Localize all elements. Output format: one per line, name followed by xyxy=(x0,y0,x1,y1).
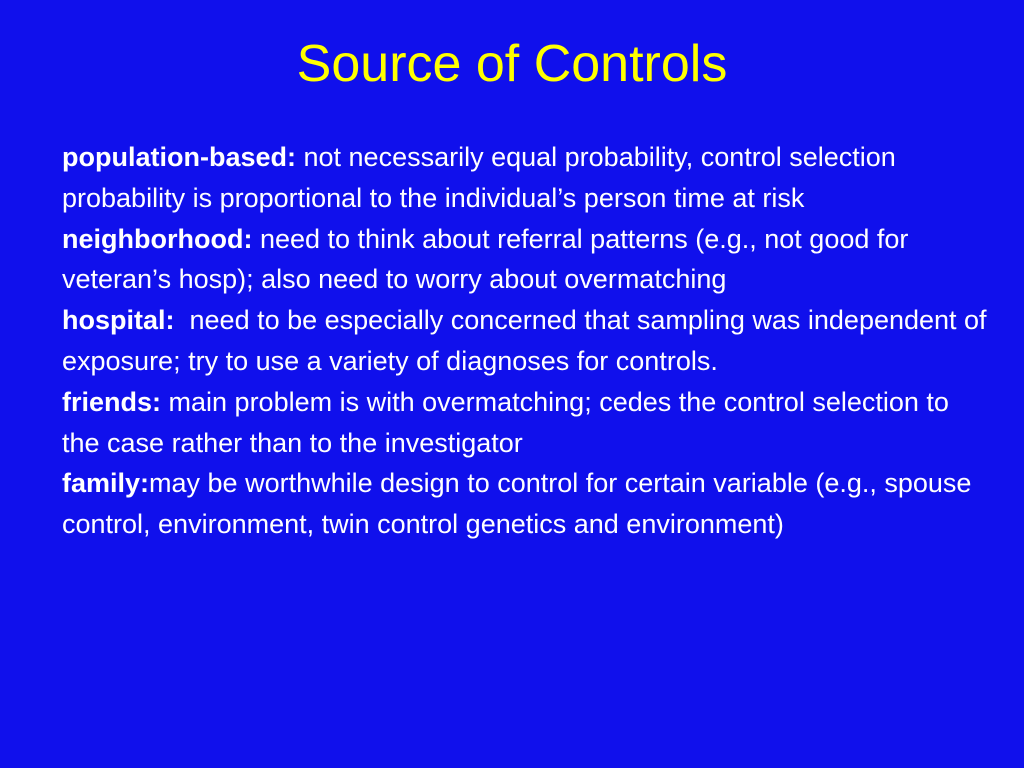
item-text: not necessarily equal probability, control selection probability is proportional to the individual’s person time at risk xyxy=(62,142,896,213)
item-separator xyxy=(296,142,304,172)
item-separator xyxy=(252,224,260,254)
item-term: family: xyxy=(62,468,150,499)
slide-body xyxy=(62,137,992,545)
item-text: need to think about referral patterns (e.g., not good for veteran’s hosp); also need to worry about overmatching xyxy=(62,223,909,295)
item-separator xyxy=(161,387,169,417)
item-text: may be worthwhile design to control for certain variable (e.g., spouse control, environment, twin control genetics and environment) xyxy=(62,468,972,540)
item-friends xyxy=(62,382,992,464)
item-term: hospital: xyxy=(62,305,175,336)
item-neighborhood xyxy=(62,219,992,301)
slide-title: Source of Controls xyxy=(296,35,728,93)
item-family xyxy=(62,463,992,545)
item-term: friends: xyxy=(62,386,162,417)
item-separator xyxy=(175,305,190,335)
item-text: need to be especially concerned that sampling was independent of exposure; try to use a variety of diagnoses for controls. xyxy=(62,305,987,376)
item-population-based xyxy=(62,137,992,219)
item-term: population-based: xyxy=(62,142,296,172)
item-term: neighborhood: xyxy=(62,223,253,254)
item-hospital xyxy=(62,300,992,382)
item-text: main problem is with overmatching; cedes the control selection to the case rather than to the investigator xyxy=(62,386,949,458)
